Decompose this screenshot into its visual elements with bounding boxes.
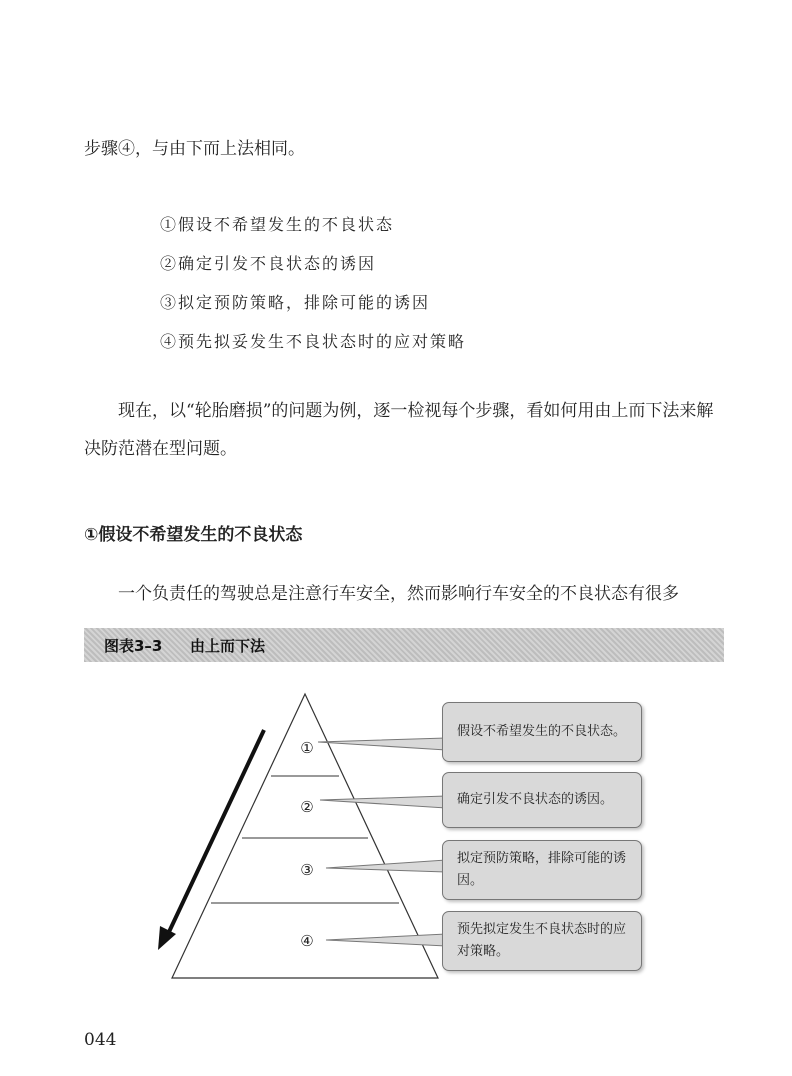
step-item: ②确定引发不良状态的诱因: [160, 254, 377, 273]
callout-box: [442, 840, 642, 900]
section-heading: ①假设不希望发生的不良状态: [84, 525, 303, 545]
pyramid-svg: [0, 680, 792, 990]
figure-title-bar: [84, 628, 724, 662]
top-down-diagram: [0, 680, 792, 994]
body-paragraph: 一个负责任的驾驶总是注意行车安全，然而影响行车安全的不良状态有很多: [118, 584, 679, 604]
callout-text: 预先拟定发生不良状态时的应对策略。: [457, 922, 627, 959]
callout-pointer: [318, 738, 446, 750]
steps-list: [160, 205, 466, 361]
level-label: ①: [300, 739, 314, 757]
figure-number: 图表3–3: [104, 637, 163, 655]
level-label: ②: [300, 798, 314, 816]
step-item: ④预先拟妥发生不良状态时的应对策略: [160, 332, 467, 351]
callout-text: 拟定预防策略，排除可能的诱因。: [457, 851, 627, 888]
arrow-down-icon: [158, 926, 176, 950]
intro-paragraph: 步骤④，与由下而上法相同。: [84, 139, 305, 159]
callout-box: [442, 772, 642, 828]
level-label: ④: [300, 932, 314, 950]
callout-box: [442, 911, 642, 971]
page-number: 044: [84, 1030, 117, 1050]
step-item: ①假设不希望发生的不良状态: [160, 215, 395, 234]
step-item: ③拟定预防策略，排除可能的诱因: [160, 293, 431, 312]
level-label: ③: [300, 861, 314, 879]
example-paragraph: 现在，以“轮胎磨损”的问题为例，逐一检视每个步骤，看如何用由上而下法来解决防范潜在型问题。: [84, 401, 714, 459]
figure-title: 由上而下法: [190, 637, 266, 655]
callout-text: 假设不希望发生的不良状态。: [457, 724, 627, 739]
callout-box: [442, 702, 642, 762]
callout-text: 确定引发不良状态的诱因。: [457, 792, 614, 807]
